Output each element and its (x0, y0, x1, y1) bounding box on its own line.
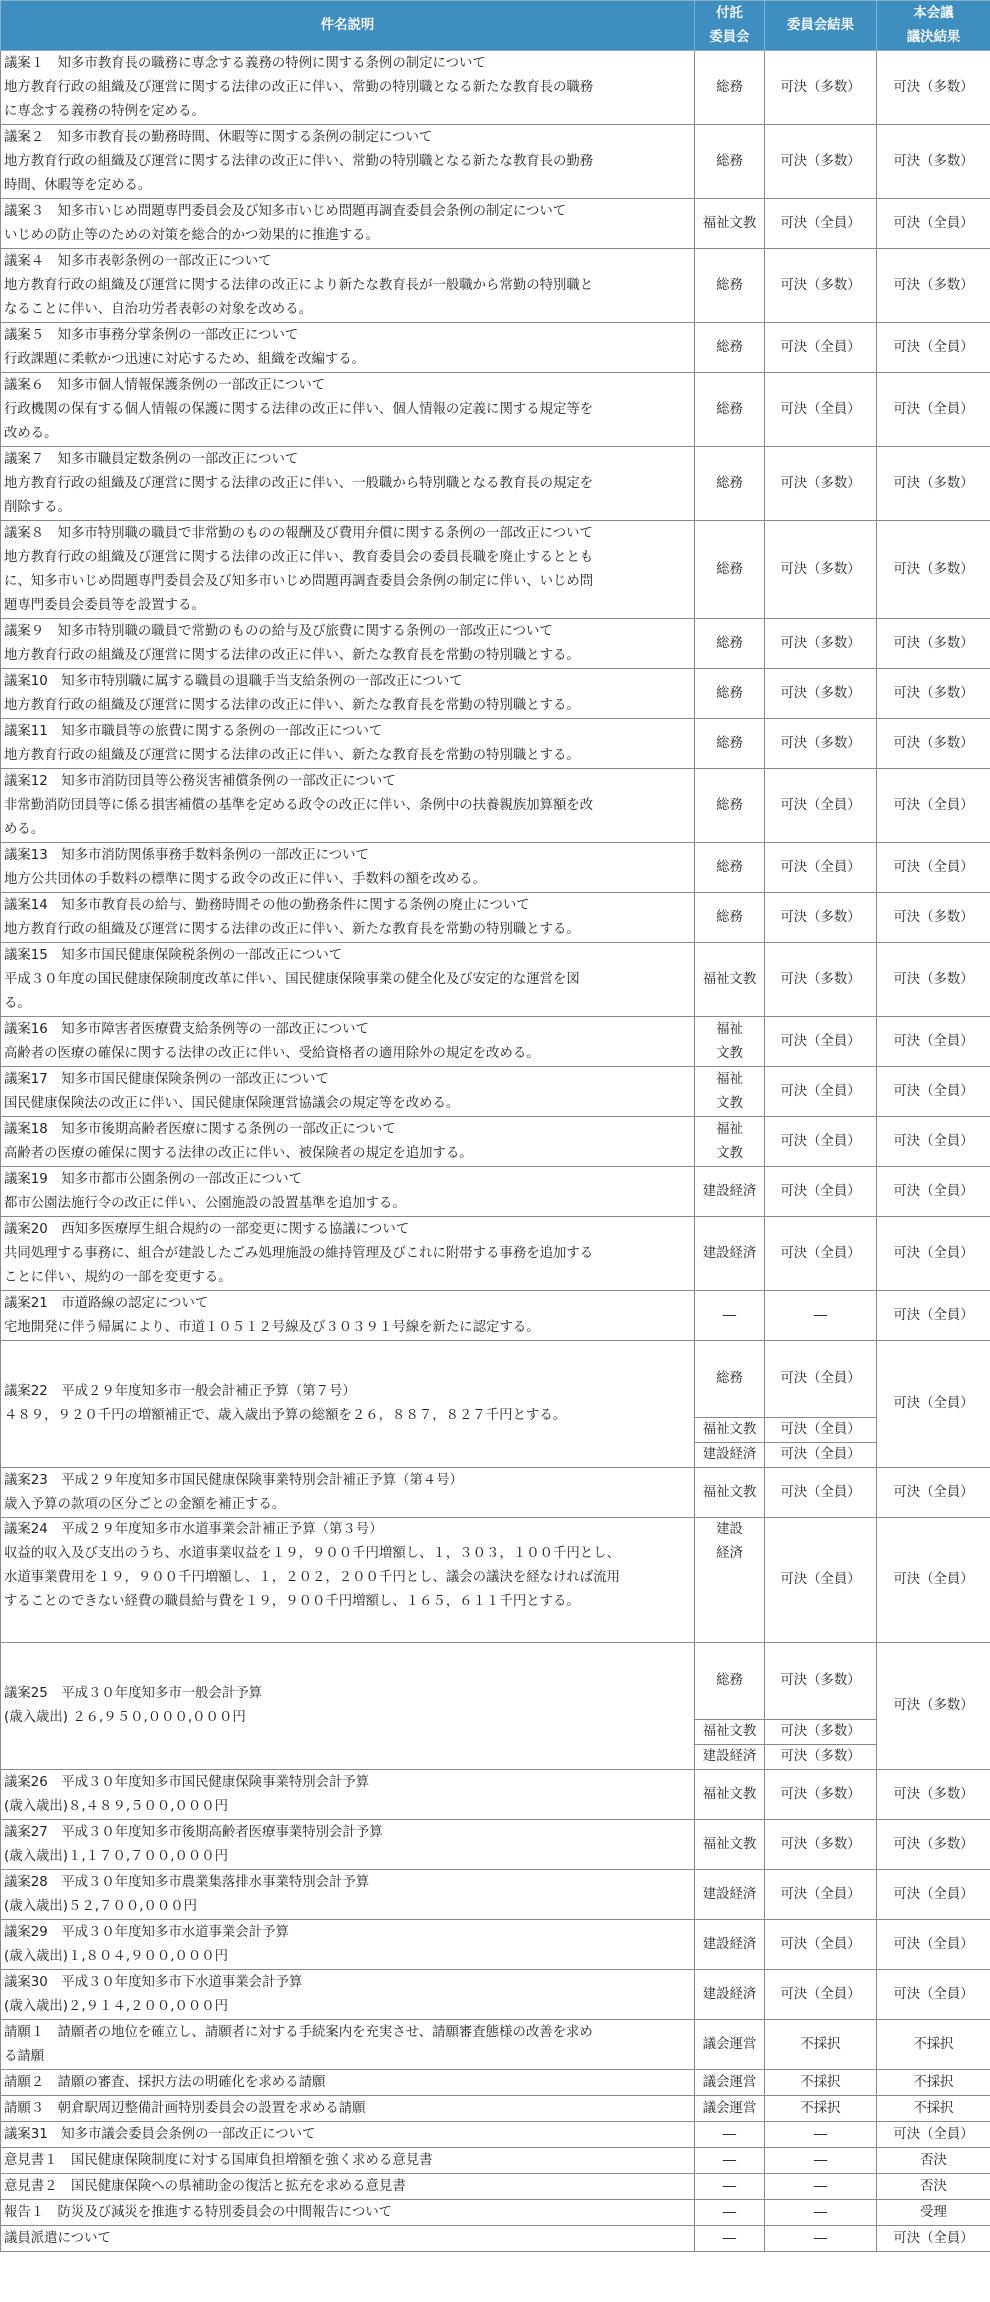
row-committee: ― (695, 1291, 765, 1341)
row-committee: ― (695, 2226, 765, 2252)
row-committee: 福祉文教 (695, 1468, 765, 1518)
table-row (1, 1117, 990, 1167)
row-committee-result: 可決（全員） (765, 1017, 877, 1067)
table-row (1, 619, 990, 669)
row-description: 意見書１ 国民健康保険制度に対する国庫負担増額を強く求める意見書 (1, 2148, 695, 2174)
row-description: 議案25 平成３０年度知多市一般会計予算 (歳入歳出) ２６,９５０,０００,０００円 (1, 1643, 695, 1770)
row-committee: 建設 経済 (695, 1518, 765, 1643)
row-committee: 総務 (695, 1643, 765, 1720)
row-committee: 総務 (695, 893, 765, 943)
row-committee: 福祉文教 (695, 1720, 765, 1745)
row-committee-result: 可決（多数） (765, 1770, 877, 1820)
row-committee-result: 可決（全員） (765, 373, 877, 447)
row-committee: ― (695, 2122, 765, 2148)
header-plenary-result: 本会議 議決結果 (877, 1, 990, 51)
table-body-budget (1, 1341, 990, 1770)
row-description: 報告１ 防災及び減災を推進する特別委員会の中間報告について (1, 2200, 695, 2226)
table-body-a (1, 51, 990, 1341)
row-committee-result: ― (765, 2148, 877, 2174)
row-committee: 総務 (695, 521, 765, 619)
row-plenary-result: 可決（多数） (877, 669, 990, 719)
row-description: 議案24 平成２９年度知多市水道事業会計補正予算（第３号） 収益的収入及び支出のうち、水道事業収益を１９，９００千円増額し、１，３０３，１００千円とし、 水道事業費用を１９，９００千円増額し、１，２０２，２００千円とし、議会の議決を経なければ流用 することのできない経費の職員給与費を１９，９００千円増額し、１６５，６１１千円とする。 (1, 1518, 695, 1643)
row-committee-result: 不採択 (765, 2096, 877, 2122)
row-description: 議案７ 知多市職員定数条例の一部改正について 地方教育行政の組織及び運営に関する法律の改正に伴い、一般職から特別職となる教育長の規定を 削除する。 (1, 447, 695, 521)
table-row (1, 125, 990, 199)
row-description: 議案21 市道路線の認定について 宅地開発に伴う帰属により、市道１０５１２号線及び３０３９１号線を新たに認定する。 (1, 1291, 695, 1341)
row-committee: ― (695, 2200, 765, 2226)
row-description: 議案19 知多市都市公園条例の一部改正について 都市公園法施行令の改正に伴い、公園施設の設置基準を追加する。 (1, 1167, 695, 1217)
table-row (1, 1217, 990, 1291)
row-committee-result: 可決（多数） (765, 1745, 877, 1770)
row-committee: 総務 (695, 249, 765, 323)
row-plenary-result: 可決（多数） (877, 619, 990, 669)
table-row (1, 1468, 990, 1518)
row-plenary-result: 可決（多数） (877, 943, 990, 1017)
row-description: 議員派遣について (1, 2226, 695, 2252)
row-plenary-result: 可決（全員） (877, 1117, 990, 1167)
row-plenary-result: 可決（全員） (877, 769, 990, 843)
row-description: 議案３ 知多市いじめ問題専門委員会及び知多市いじめ問題再調査委員会条例の制定について いじめの防止等のための対策を総合的かつ効果的に推進する。 (1, 199, 695, 249)
table-row (1, 373, 990, 447)
row-plenary-result: 否決 (877, 2148, 990, 2174)
row-description: 議案12 知多市消防団員等公務災害補償条例の一部改正について 非常勤消防団員等に係る損害補償の基準を定める政令の改正に伴い、条例中の扶養親族加算額を改 める。 (1, 769, 695, 843)
table-row (1, 1518, 990, 1643)
row-description: 議案13 知多市消防関係事務手数料条例の一部改正について 地方公共団体の手数料の標準に関する政令の改正に伴い、手数料の額を改める。 (1, 843, 695, 893)
row-committee-result: 可決（多数） (765, 51, 877, 125)
table-row (1, 893, 990, 943)
row-description: 議案９ 知多市特別職の職員で常勤のものの給与及び旅費に関する条例の一部改正について 地方教育行政の組織及び運営に関する法律の改正に伴い、新たな教育長を常勤の特別職とする。 (1, 619, 695, 669)
row-committee: 福祉文教 (695, 1820, 765, 1870)
row-description: 議案29 平成３０年度知多市水道事業会計予算 (歳入歳出)１,８０４,９００,０００円 (1, 1920, 695, 1970)
row-plenary-result: 可決（多数） (877, 447, 990, 521)
row-committee: 建設経済 (695, 1870, 765, 1920)
table-row (1, 943, 990, 1017)
row-description: 議案１ 知多市教育長の職務に専念する義務の特例に関する条例の制定について 地方教育行政の組織及び運営に関する法律の改正に伴い、常勤の特別職となる新たな教育長の職務 に専念する義務の特例を定める。 (1, 51, 695, 125)
row-plenary-result: 可決（多数） (877, 719, 990, 769)
row-committee-result: 可決（全員） (765, 1067, 877, 1117)
table-row (1, 2096, 990, 2122)
row-description: 議案20 西知多医療厚生組合規約の一部変更に関する協議について 共同処理する事務に、組合が建設したごみ処理施設の維持管理及びこれに附帯する事務を追加する ことに伴い、規約の一部を変更する。 (1, 1217, 695, 1291)
row-plenary-result: 可決（全員） (877, 199, 990, 249)
row-committee-result: 可決（多数） (765, 125, 877, 199)
table-row (1, 521, 990, 619)
row-description: 議案28 平成３０年度知多市農業集落排水事業特別会計予算 (歳入歳出)５２,７００,０００円 (1, 1870, 695, 1920)
row-description: 議案31 知多市議会委員会条例の一部改正について (1, 2122, 695, 2148)
row-committee-result: 可決（全員） (765, 1443, 877, 1468)
row-committee: 建設経済 (695, 1167, 765, 1217)
table-row (1, 2148, 990, 2174)
header-committee: 付託 委員会 (695, 1, 765, 51)
row-plenary-result: 不採択 (877, 2070, 990, 2096)
row-committee: 総務 (695, 51, 765, 125)
row-description: 議案17 知多市国民健康保険条例の一部改正について 国民健康保険法の改正に伴い、国民健康保険運営協議会の規定等を改める。 (1, 1067, 695, 1117)
row-plenary-result: 可決（全員） (877, 1920, 990, 1970)
table-row (1, 1067, 990, 1117)
row-committee-result: 可決（多数） (765, 669, 877, 719)
row-committee: 総務 (695, 1341, 765, 1418)
row-description: 議案11 知多市職員等の旅費に関する条例の一部改正について 地方教育行政の組織及び運営に関する法律の改正に伴い、新たな教育長を常勤の特別職とする。 (1, 719, 695, 769)
row-committee-result: 可決（多数） (765, 521, 877, 619)
row-committee-result: 可決（全員） (765, 1870, 877, 1920)
table-row (1, 2070, 990, 2096)
row-committee-result: ― (765, 2200, 877, 2226)
row-description: 議案23 平成２９年度知多市国民健康保険事業特別会計補正予算（第４号） 歳入予算の款項の区分ごとの金額を補正する。 (1, 1468, 695, 1518)
row-committee-result: 可決（全員） (765, 769, 877, 843)
row-committee-result: 可決（全員） (765, 1518, 877, 1643)
row-plenary-result: 可決（全員） (877, 1017, 990, 1067)
row-plenary-result: 不採択 (877, 2020, 990, 2070)
row-plenary-result: 可決（多数） (877, 249, 990, 323)
row-plenary-result: 可決（全員） (877, 2122, 990, 2148)
row-committee: 福祉文教 (695, 1418, 765, 1443)
row-committee-result: 可決（全員） (765, 1117, 877, 1167)
row-committee: 議会運営 (695, 2070, 765, 2096)
header-committee-result: 委員会結果 (765, 1, 877, 51)
table-row (1, 2122, 990, 2148)
row-committee: 総務 (695, 719, 765, 769)
row-committee-result: 可決（多数） (765, 1820, 877, 1870)
row-committee-result: ― (765, 2174, 877, 2200)
row-plenary-result: 可決（全員） (877, 323, 990, 373)
row-committee-result: 可決（多数） (765, 447, 877, 521)
row-plenary-result: 可決（多数） (877, 893, 990, 943)
row-plenary-result: 可決（全員） (877, 1291, 990, 1341)
row-description: 請願２ 請願の審査、採択方法の明確化を求める請願 (1, 2070, 695, 2096)
row-plenary-result: 可決（全員） (877, 373, 990, 447)
row-committee: 福祉文教 (695, 1770, 765, 1820)
row-description: 議案５ 知多市事務分掌条例の一部改正について 行政課題に柔軟かつ迅速に対応するため、組織を改編する。 (1, 323, 695, 373)
row-committee-result: 可決（全員） (765, 1920, 877, 1970)
row-committee: 建設経済 (695, 1920, 765, 1970)
table-row (1, 2174, 990, 2200)
table-row (1, 1291, 990, 1341)
row-committee-result: 可決（多数） (765, 249, 877, 323)
table-row (1, 1643, 990, 1720)
row-description: 議案10 知多市特別職に属する職員の退職手当支給条例の一部改正について 地方教育行政の組織及び運営に関する法律の改正に伴い、新たな教育長を常勤の特別職とする。 (1, 669, 695, 719)
row-committee-result: 不採択 (765, 2070, 877, 2096)
table-row (1, 769, 990, 843)
table-row (1, 669, 990, 719)
row-plenary-result: 可決（全員） (877, 1217, 990, 1291)
row-plenary-result: 可決（全員） (877, 1870, 990, 1920)
row-plenary-result: 可決（全員） (877, 2226, 990, 2252)
row-plenary-result: 可決（全員） (877, 1341, 990, 1468)
row-committee-result: 可決（全員） (765, 323, 877, 373)
row-committee-result: 可決（多数） (765, 943, 877, 1017)
row-committee-result: 可決（全員） (765, 1167, 877, 1217)
table-row (1, 447, 990, 521)
row-description: 議案16 知多市障害者医療費支給条例等の一部改正について 高齢者の医療の確保に関する法律の改正に伴い、受給資格者の適用除外の規定を改める。 (1, 1017, 695, 1067)
row-description: 意見書２ 国民健康保険への県補助金の復活と拡充を求める意見書 (1, 2174, 695, 2200)
row-description: 議案６ 知多市個人情報保護条例の一部改正について 行政機関の保有する個人情報の保護に関する法律の改正に伴い、個人情報の定義に関する規定等を 改める。 (1, 373, 695, 447)
row-committee-result: ― (765, 2226, 877, 2252)
table-row (1, 1920, 990, 1970)
table-row (1, 51, 990, 125)
table-row (1, 2200, 990, 2226)
row-plenary-result: 可決（多数） (877, 1643, 990, 1770)
row-plenary-result: 可決（全員） (877, 1970, 990, 2020)
table-row (1, 249, 990, 323)
row-description: 議案８ 知多市特別職の職員で非常勤のものの報酬及び費用弁償に関する条例の一部改正について 地方教育行政の組織及び運営に関する法律の改正に伴い、教育委員会の委員長職を廃止するととも に、知多市いじめ問題専門委員会及び知多市いじめ問題再調査委員会条例の制定に伴い、いじめ問 題専門委員会委員等を設置する。 (1, 521, 695, 619)
row-committee: 福祉 文教 (695, 1117, 765, 1167)
row-committee-result: 可決（全員） (765, 1468, 877, 1518)
row-plenary-result: 受理 (877, 2200, 990, 2226)
table-row (1, 1870, 990, 1920)
row-description: 請願３ 朝倉駅周辺整備計画特別委員会の設置を求める請願 (1, 2096, 695, 2122)
row-plenary-result: 可決（全員） (877, 843, 990, 893)
row-committee-result: 可決（多数） (765, 893, 877, 943)
row-committee-result: 可決（多数） (765, 1643, 877, 1720)
row-committee-result: 不採択 (765, 2020, 877, 2070)
row-plenary-result: 可決（多数） (877, 1770, 990, 1820)
row-plenary-result: 可決（全員） (877, 1067, 990, 1117)
table-row (1, 323, 990, 373)
row-description: 議案４ 知多市表彰条例の一部改正について 地方教育行政の組織及び運営に関する法律の改正により新たな教育長が一般職から常勤の特別職と なることに伴い、自治功労者表彰の対象を改める。 (1, 249, 695, 323)
row-committee: 議会運営 (695, 2020, 765, 2070)
row-committee-result: 可決（多数） (765, 719, 877, 769)
row-committee: 総務 (695, 669, 765, 719)
row-plenary-result: 可決（全員） (877, 1167, 990, 1217)
row-committee: 総務 (695, 619, 765, 669)
header-row (1, 1, 990, 51)
table-body-b (1, 1770, 990, 2252)
row-committee-result: 可決（全員） (765, 1217, 877, 1291)
row-description: 請願１ 請願者の地位を確立し、請願者に対する手続案内を充実させ、請願審査態様の改善を求め る請願 (1, 2020, 695, 2070)
table-row (1, 719, 990, 769)
row-description: 議案22 平成２９年度知多市一般会計補正予算（第７号） ４８９，９２０千円の増額補正で、歳入歳出予算の総額を２６，８８７，８２７千円とする。 (1, 1341, 695, 1468)
row-committee: 議会運営 (695, 2096, 765, 2122)
row-committee: 福祉 文教 (695, 1067, 765, 1117)
row-committee: 福祉文教 (695, 199, 765, 249)
table-row (1, 1341, 990, 1418)
row-committee-result: 可決（全員） (765, 199, 877, 249)
row-description: 議案14 知多市教育長の給与、勤務時間その他の勤務条件に関する条例の廃止について 地方教育行政の組織及び運営に関する法律の改正に伴い、新たな教育長を常勤の特別職とする。 (1, 893, 695, 943)
row-committee: 総務 (695, 373, 765, 447)
row-description: 議案30 平成３０年度知多市下水道事業会計予算 (歳入歳出)２,９１４,２００,０００円 (1, 1970, 695, 2020)
row-plenary-result: 可決（多数） (877, 1820, 990, 1870)
row-committee: 総務 (695, 843, 765, 893)
row-committee: ― (695, 2174, 765, 2200)
row-description: 議案27 平成３０年度知多市後期高齢者医療事業特別会計予算 (歳入歳出)１,１７０,７００,０００円 (1, 1820, 695, 1870)
row-plenary-result: 可決（全員） (877, 1468, 990, 1518)
row-committee: 福祉 文教 (695, 1017, 765, 1067)
table-row (1, 2226, 990, 2252)
table-row (1, 1820, 990, 1870)
row-plenary-result: 否決 (877, 2174, 990, 2200)
table-row (1, 1770, 990, 1820)
row-committee-result: ― (765, 2122, 877, 2148)
row-committee-result: 可決（全員） (765, 1341, 877, 1418)
table-row (1, 843, 990, 893)
row-committee: 総務 (695, 125, 765, 199)
row-committee: 建設経済 (695, 1217, 765, 1291)
row-committee: 福祉文教 (695, 943, 765, 1017)
row-plenary-result: 可決（多数） (877, 125, 990, 199)
header-description: 件名説明 (1, 1, 695, 51)
table-row (1, 2020, 990, 2070)
table-row (1, 199, 990, 249)
row-plenary-result: 可決（多数） (877, 521, 990, 619)
row-description: 議案18 知多市後期高齢者医療に関する条例の一部改正について 高齢者の医療の確保に関する法律の改正に伴い、被保険者の規定を追加する。 (1, 1117, 695, 1167)
row-committee-result: 可決（全員） (765, 1970, 877, 2020)
row-description: 議案26 平成３０年度知多市国民健康保険事業特別会計予算 (歳入歳出)８,４８９,５００,０００円 (1, 1770, 695, 1820)
row-committee: 建設経済 (695, 1443, 765, 1468)
row-committee: 総務 (695, 323, 765, 373)
row-plenary-result: 可決（全員） (877, 1518, 990, 1643)
table-row (1, 1167, 990, 1217)
row-committee-result: 可決（全員） (765, 843, 877, 893)
table-row (1, 1017, 990, 1067)
row-committee-result: 可決（多数） (765, 1720, 877, 1745)
row-committee: 総務 (695, 447, 765, 521)
row-committee-result: ― (765, 1291, 877, 1341)
row-description: 議案２ 知多市教育長の勤務時間、休暇等に関する条例の制定について 地方教育行政の組織及び運営に関する法律の改正に伴い、常勤の特別職となる新たな教育長の勤務 時間、休暇等を定める。 (1, 125, 695, 199)
table-row (1, 1970, 990, 2020)
row-committee: 建設経済 (695, 1745, 765, 1770)
row-committee: 総務 (695, 769, 765, 843)
row-committee: ― (695, 2148, 765, 2174)
row-committee: 建設経済 (695, 1970, 765, 2020)
row-committee-result: 可決（多数） (765, 619, 877, 669)
row-description: 議案15 知多市国民健康保険税条例の一部改正について 平成３０年度の国民健康保険制度改革に伴い、国民健康保険事業の健全化及び安定的な運営を図 る。 (1, 943, 695, 1017)
row-plenary-result: 不採択 (877, 2096, 990, 2122)
row-plenary-result: 可決（多数） (877, 51, 990, 125)
row-committee-result: 可決（全員） (765, 1418, 877, 1443)
